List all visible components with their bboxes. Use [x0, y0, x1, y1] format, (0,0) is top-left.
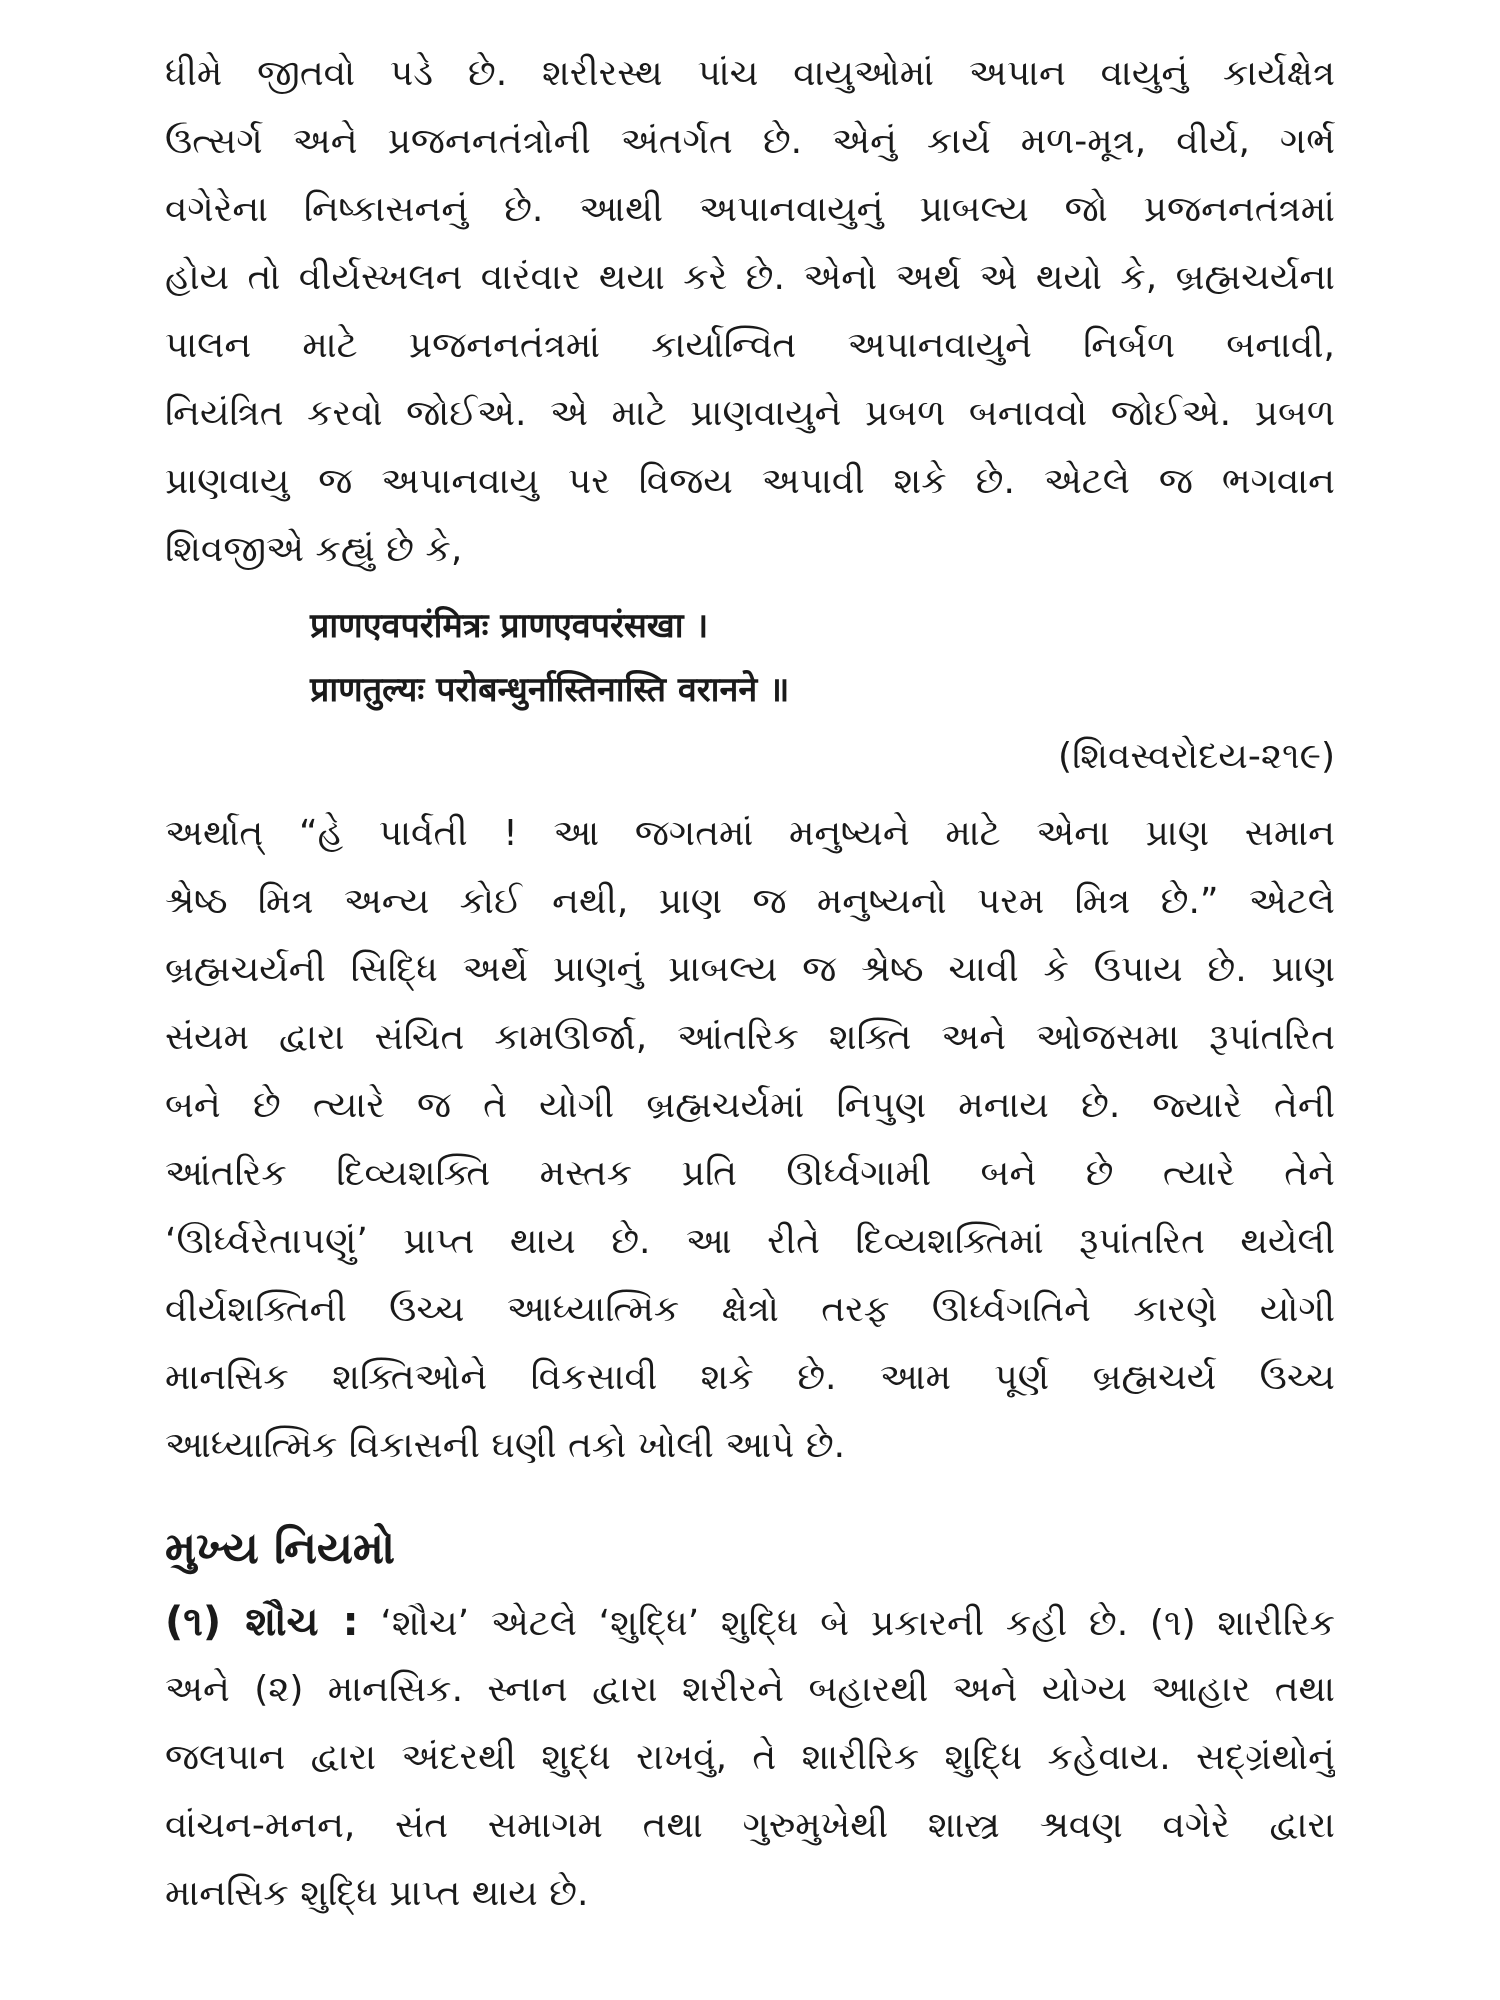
rule-1-paragraph	[165, 1588, 1335, 1928]
verse-citation: (શિવસ્વરોદય-૨૧૯)	[1058, 736, 1335, 777]
text-line: ‘ઊર્ધ્વરેતાપણું’ પ્રાપ્ત થાય છે. આ રીતે દિવ્યશક્તિમાં રૂપાંતરિત થયેલી	[165, 1221, 1335, 1262]
text-line: જલપાન દ્વારા અંદરથી શુદ્ધ રાખવું, તે શારીરિક શુદ્ધિ કહેવાય. સદ્ગ્રંથોનું	[165, 1737, 1335, 1778]
sanskrit-verse	[165, 594, 1335, 792]
text-line: શિવજીએ કહ્યું છે કે,	[165, 529, 463, 570]
text-line: વાંચન-મનન, સંત સમાગમ તથા ગુરુમુખેથી શાસ્ત્ર શ્રવણ વગેરે દ્વારા	[165, 1805, 1335, 1846]
paragraph-1	[165, 40, 1335, 584]
text-line: ધીમે જીતવો પડે છે. શરીરસ્થ પાંચ વાયુઓમાં અપાન વાયુનું કાર્યક્ષેત્ર	[165, 53, 1335, 94]
text-line: શ્રેષ્ઠ મિત્ર અન્ય કોઈ નથી, પ્રાણ જ મનુષ્યનો પરમ મિત્ર છે.” એટલે	[165, 881, 1335, 922]
text-line: વીર્યશક્તિની ઉચ્ચ આધ્યાત્મિક ક્ષેત્રો તરફ ઊર્ધ્વગતિને કારણે યોગી	[165, 1289, 1335, 1330]
paragraph-2	[165, 800, 1335, 1480]
text-line: બ્રહ્મચર્યની સિદ્ધિ અર્થે પ્રાણનું પ્રાબલ્ય જ શ્રેષ્ઠ ચાવી કે ઉપાય છે. પ્રાણ	[165, 949, 1335, 990]
text-line: પ્રાણવાયુ જ અપાનવાયુ પર વિજય અપાવી શકે છે. એટલે જ ભગવાન	[165, 461, 1335, 502]
text-line: પાલન માટે પ્રજનનતંત્રમાં કાર્યાન્વિત અપાનવાયુને નિર્બળ બનાવી,	[165, 325, 1335, 366]
text-line: અને (૨) માનસિક. સ્નાન દ્વારા શરીરને બહારથી અને યોગ્ય આહાર તથા	[165, 1669, 1335, 1710]
text-line: હોય તો વીર્યસ્ખલન વારંવાર થયા કરે છે. એનો અર્થ એ થયો કે, બ્રહ્મચર્યના	[165, 257, 1335, 298]
section-heading: મુખ્ય નિયમો	[165, 1523, 395, 1574]
text-line: સંયમ દ્વારા સંચિત કામઊર્જા, આંતરિક શક્તિ અને ઓજસમા રૂપાંતરિત	[165, 1017, 1335, 1058]
text-line: માનસિક શુદ્ધિ પ્રાપ્ત થાય છે.	[165, 1873, 589, 1914]
text-line: બને છે ત્યારે જ તે યોગી બ્રહ્મચર્યમાં નિપુણ મનાય છે. જ્યારે તેની	[165, 1085, 1335, 1126]
text-line: આંતરિક દિવ્યશક્તિ મસ્તક પ્રતિ ઊર્ધ્વગામી બને છે ત્યારે તેને	[165, 1153, 1335, 1194]
text-line: વગેરેના નિષ્કાસનનું છે. આથી અપાનવાયુનું પ્રાબલ્ય જો પ્રજનનતંત્રમાં	[165, 189, 1335, 230]
text-line	[165, 1588, 1335, 1656]
verse-line-1: प्राणएवपरंमित्रः प्राणएवपरंसखा ।	[310, 606, 709, 646]
text-line: અર્થાત્ “હે પાર્વતી ! આ જગતમાં મનુષ્યને માટે એના પ્રાણ સમાન	[165, 813, 1335, 854]
text-line: નિયંત્રિત કરવો જોઈએ. એ માટે પ્રાણવાયુને પ્રબળ બનાવવો જોઈએ. પ્રબળ	[165, 393, 1335, 434]
rule-label: (૧) શૌચ :	[165, 1599, 359, 1645]
verse-line-2: प्राणतुल्यः परोबन्धुर्नास्तिनास्ति वरानने ॥	[310, 670, 790, 710]
text-line: આધ્યાત્મિક વિકાસની ઘણી તકો ખોલી આપે છે.	[165, 1425, 846, 1466]
document-page	[165, 40, 1335, 1928]
text-line: માનસિક શક્તિઓને વિકસાવી શકે છે. આમ પૂર્ણ બ્રહ્મચર્ય ઉચ્ચ	[165, 1357, 1335, 1398]
text-line: ઉત્સર્ગ અને પ્રજનનતંત્રોની અંતર્ગત છે. એનું કાર્ય મળ-મૂત્ર, વીર્ય, ગર્ભ	[165, 121, 1335, 162]
rule-first-line-text: ‘શૌચ’ એટલે ‘શુદ્ધિ’ શુદ્ધિ બે પ્રકારની કહી છે. (૧) શારીરિક	[358, 1603, 1335, 1644]
